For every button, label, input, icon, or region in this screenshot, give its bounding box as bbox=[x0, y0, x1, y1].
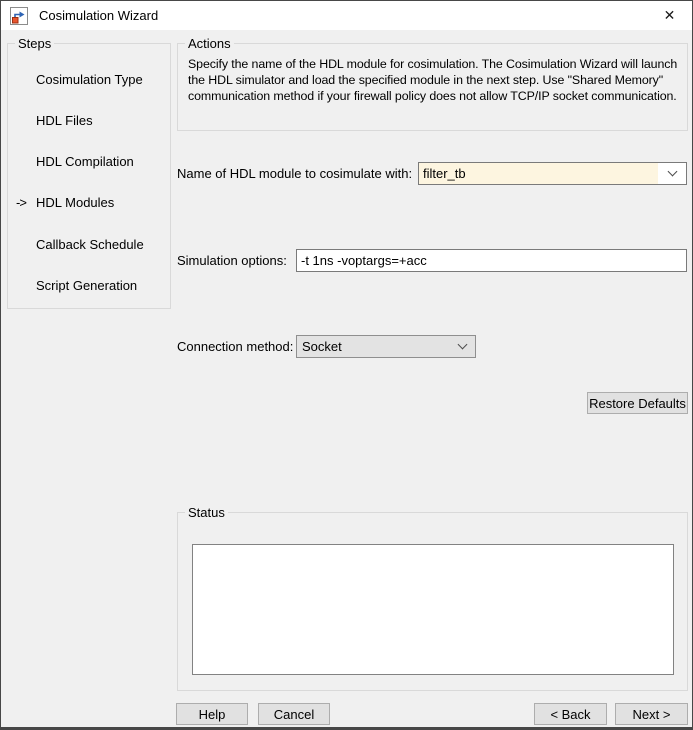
window-title: Cosimulation Wizard bbox=[39, 8, 159, 23]
step-label: HDL Modules bbox=[36, 194, 115, 210]
status-panel bbox=[177, 505, 688, 691]
step-label: Callback Schedule bbox=[36, 236, 144, 252]
connection-method-select[interactable] bbox=[296, 335, 476, 358]
cancel-button[interactable]: Cancel bbox=[258, 703, 330, 725]
step-hdl-compilation[interactable] bbox=[8, 151, 170, 171]
hdl-module-input[interactable] bbox=[419, 163, 658, 184]
step-label: Cosimulation Type bbox=[36, 71, 143, 87]
current-step-marker: -> bbox=[16, 194, 26, 210]
actions-panel-title: Actions bbox=[185, 35, 234, 52]
next-button[interactable]: Next > bbox=[615, 703, 688, 725]
status-textarea[interactable] bbox=[192, 544, 674, 675]
module-label: Name of HDL module to cosimulate with: bbox=[177, 166, 413, 181]
connection-method-label: Connection method: bbox=[177, 339, 294, 354]
back-button[interactable]: < Back bbox=[534, 703, 607, 725]
chevron-down-icon[interactable] bbox=[658, 163, 686, 184]
help-button[interactable]: Help bbox=[176, 703, 248, 725]
close-icon[interactable]: ✕ bbox=[663, 7, 676, 23]
titlebar[interactable] bbox=[1, 1, 692, 30]
restore-defaults-button[interactable]: Restore Defaults bbox=[587, 392, 688, 414]
step-callback-schedule[interactable] bbox=[8, 234, 170, 254]
simulink-model-icon bbox=[9, 6, 29, 26]
connection-method-value: Socket bbox=[302, 339, 342, 354]
step-script-generation[interactable] bbox=[8, 275, 170, 295]
step-label: HDL Files bbox=[36, 112, 93, 128]
steps-panel-title: Steps bbox=[15, 35, 54, 52]
chevron-down-icon bbox=[449, 345, 475, 348]
status-panel-title: Status bbox=[185, 504, 228, 521]
step-hdl-files[interactable] bbox=[8, 110, 170, 130]
actions-panel bbox=[177, 36, 688, 131]
actions-description: Specify the name of the HDL module for cosimulation. The Cosimulation Wizard will launch the HDL simulator and load the specified module in the next step. Use "Shared Memory" communication method if your firewall policy does not allow TCP/IP socket communication. bbox=[188, 57, 678, 103]
steps-panel bbox=[7, 36, 171, 309]
step-label: Script Generation bbox=[36, 277, 138, 293]
step-hdl-modules-current[interactable] bbox=[8, 192, 170, 212]
hdl-module-combobox[interactable] bbox=[418, 162, 687, 185]
sim-options-input[interactable] bbox=[296, 249, 687, 272]
step-cosimulation-type[interactable] bbox=[8, 69, 170, 89]
sim-options-label: Simulation options: bbox=[177, 253, 287, 268]
step-label: HDL Compilation bbox=[36, 153, 134, 169]
